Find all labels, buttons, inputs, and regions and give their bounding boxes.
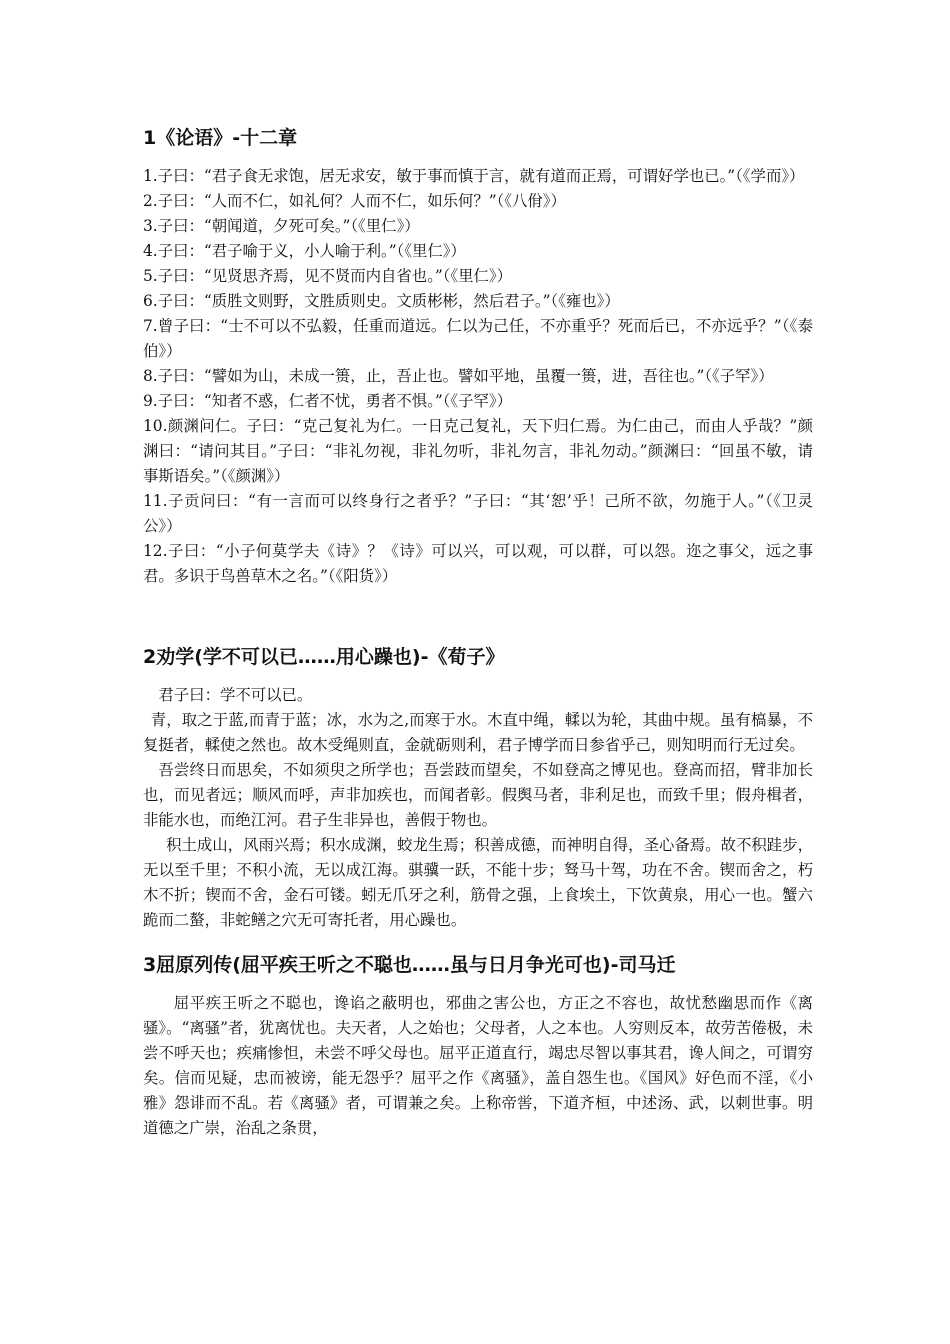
analects-item-8: 8.子曰：“譬如为山，未成一篑，止，吾止也。譬如平地，虽覆一篑，进，吾往也。”（《子罕》） [143, 367, 774, 385]
section-3-title: 3屈原列传(屈平疾王听之不聪也……虽与日月争光可也)-司马迁 [143, 954, 676, 976]
quanxue-paragraph-2: 青，取之于蓝,而青于蓝；冰，水为之,而寒于水。木直中绳，輮以为轮，其曲中规。虽有槁暴，不复挺者，輮使之然也。故木受绳则直，金就砺则利，君子博学而日参省乎己，则知明而行无过矣。 [143, 711, 813, 754]
quanxue-paragraph-4: 积土成山，风雨兴焉；积水成渊，蛟龙生焉；积善成德，而神明自得，圣心备焉。故不积跬步，无以至千里；不积小流，无以成江海。骐骥一跃，不能十步；驽马十驾，功在不舍。锲而舍之，朽木不折；锲而不舍，金石可镂。蚓无爪牙之利，筋骨之强，上食埃土，下饮黄泉，用心一也。蟹六跪而二螯，非蛇鳝之穴无可寄托者，用心躁也。 [143, 836, 813, 929]
section-1-title: 1《论语》-十二章 [143, 127, 298, 149]
quanxue-paragraph-3: 吾尝终日而思矣，不如须臾之所学也；吾尝跂而望矣，不如登高之博见也。登高而招，臂非加长也，而见者远；顺风而呼，声非加疾也，而闻者彰。假舆马者，非利足也，而致千里；假舟楫者，非能水也，而绝江河。君子生非异也，善假于物也。 [143, 761, 813, 829]
analects-item-4: 4.子曰：“君子喻于义，小人喻于利。”（《里仁》） [143, 242, 466, 260]
analects-item-9: 9.子曰：“知者不惑，仁者不忧，勇者不惧。”（《子罕》） [143, 392, 512, 410]
analects-item-11: 11.子贡问曰：“有一言而可以终身行之者乎？”子曰：“其‘恕’乎！己所不欲，勿施于人。”（《卫灵公》） [143, 492, 813, 535]
document-content [143, 124, 813, 1141]
analects-item-12: 12.子曰：“小子何莫学夫《诗》？《诗》可以兴，可以观，可以群，可以怨。迩之事父，远之事君。多识于鸟兽草木之名。”（《阳货》） [143, 542, 813, 585]
section-2-title: 2劝学(学不可以已……用心躁也)-《荀子》 [143, 646, 505, 668]
quanxue-paragraph-1: 君子曰：学不可以已。 [158, 686, 313, 704]
analects-item-10: 10.颜渊问仁。子曰：“克己复礼为仁。一日克己复礼，天下归仁焉。为仁由己，而由人乎哉？”颜渊曰：“请问其目。”子曰：“非礼勿视，非礼勿听，非礼勿言，非礼勿动。”颜渊曰：“回虽不敏，请事斯语矣。”（《颜渊》） [143, 417, 813, 485]
analects-item-7: 7.曾子曰：“士不可以不弘毅，任重而道远。仁以为己任，不亦重乎？死而后已，不亦远乎？”（《泰伯》） [143, 317, 813, 360]
quyuan-paragraph-1: 屈平疾王听之不聪也，谗谄之蔽明也，邪曲之害公也，方正之不容也，故忧愁幽思而作《离骚》。“离骚”者，犹离忧也。夫天者，人之始也；父母者，人之本也。人穷则反本，故劳苦倦极，未尝不呼天也；疾痛惨怛，未尝不呼父母也。屈平正道直行，竭忠尽智以事其君，谗人间之，可谓穷矣。信而见疑，忠而被谤，能无怨乎？屈平之作《离骚》，盖自怨生也。《国风》好色而不淫，《小雅》怨诽而不乱。若《离骚》者，可谓兼之矣。上称帝喾，下道齐桓，中述汤、武，以刺世事。明道德之广崇，治乱之条贯， [143, 994, 813, 1137]
analects-item-1: 1.子曰：“君子食无求饱，居无求安，敏于事而慎于言，就有道而正焉，可谓好学也已。”（《学而》） [143, 167, 805, 185]
analects-item-6: 6.子曰：“质胜文则野，文胜质则史。文质彬彬，然后君子。”（《雍也》） [143, 292, 620, 310]
analects-item-5: 5.子曰：“见贤思齐焉，见不贤而内自省也。”（《里仁》） [143, 267, 512, 285]
analects-item-3: 3.子曰：“朝闻道，夕死可矣。”（《里仁》） [143, 217, 420, 235]
analects-item-2: 2.子曰：“人而不仁，如礼何？人而不仁，如乐何？”（《八佾》） [143, 192, 566, 210]
